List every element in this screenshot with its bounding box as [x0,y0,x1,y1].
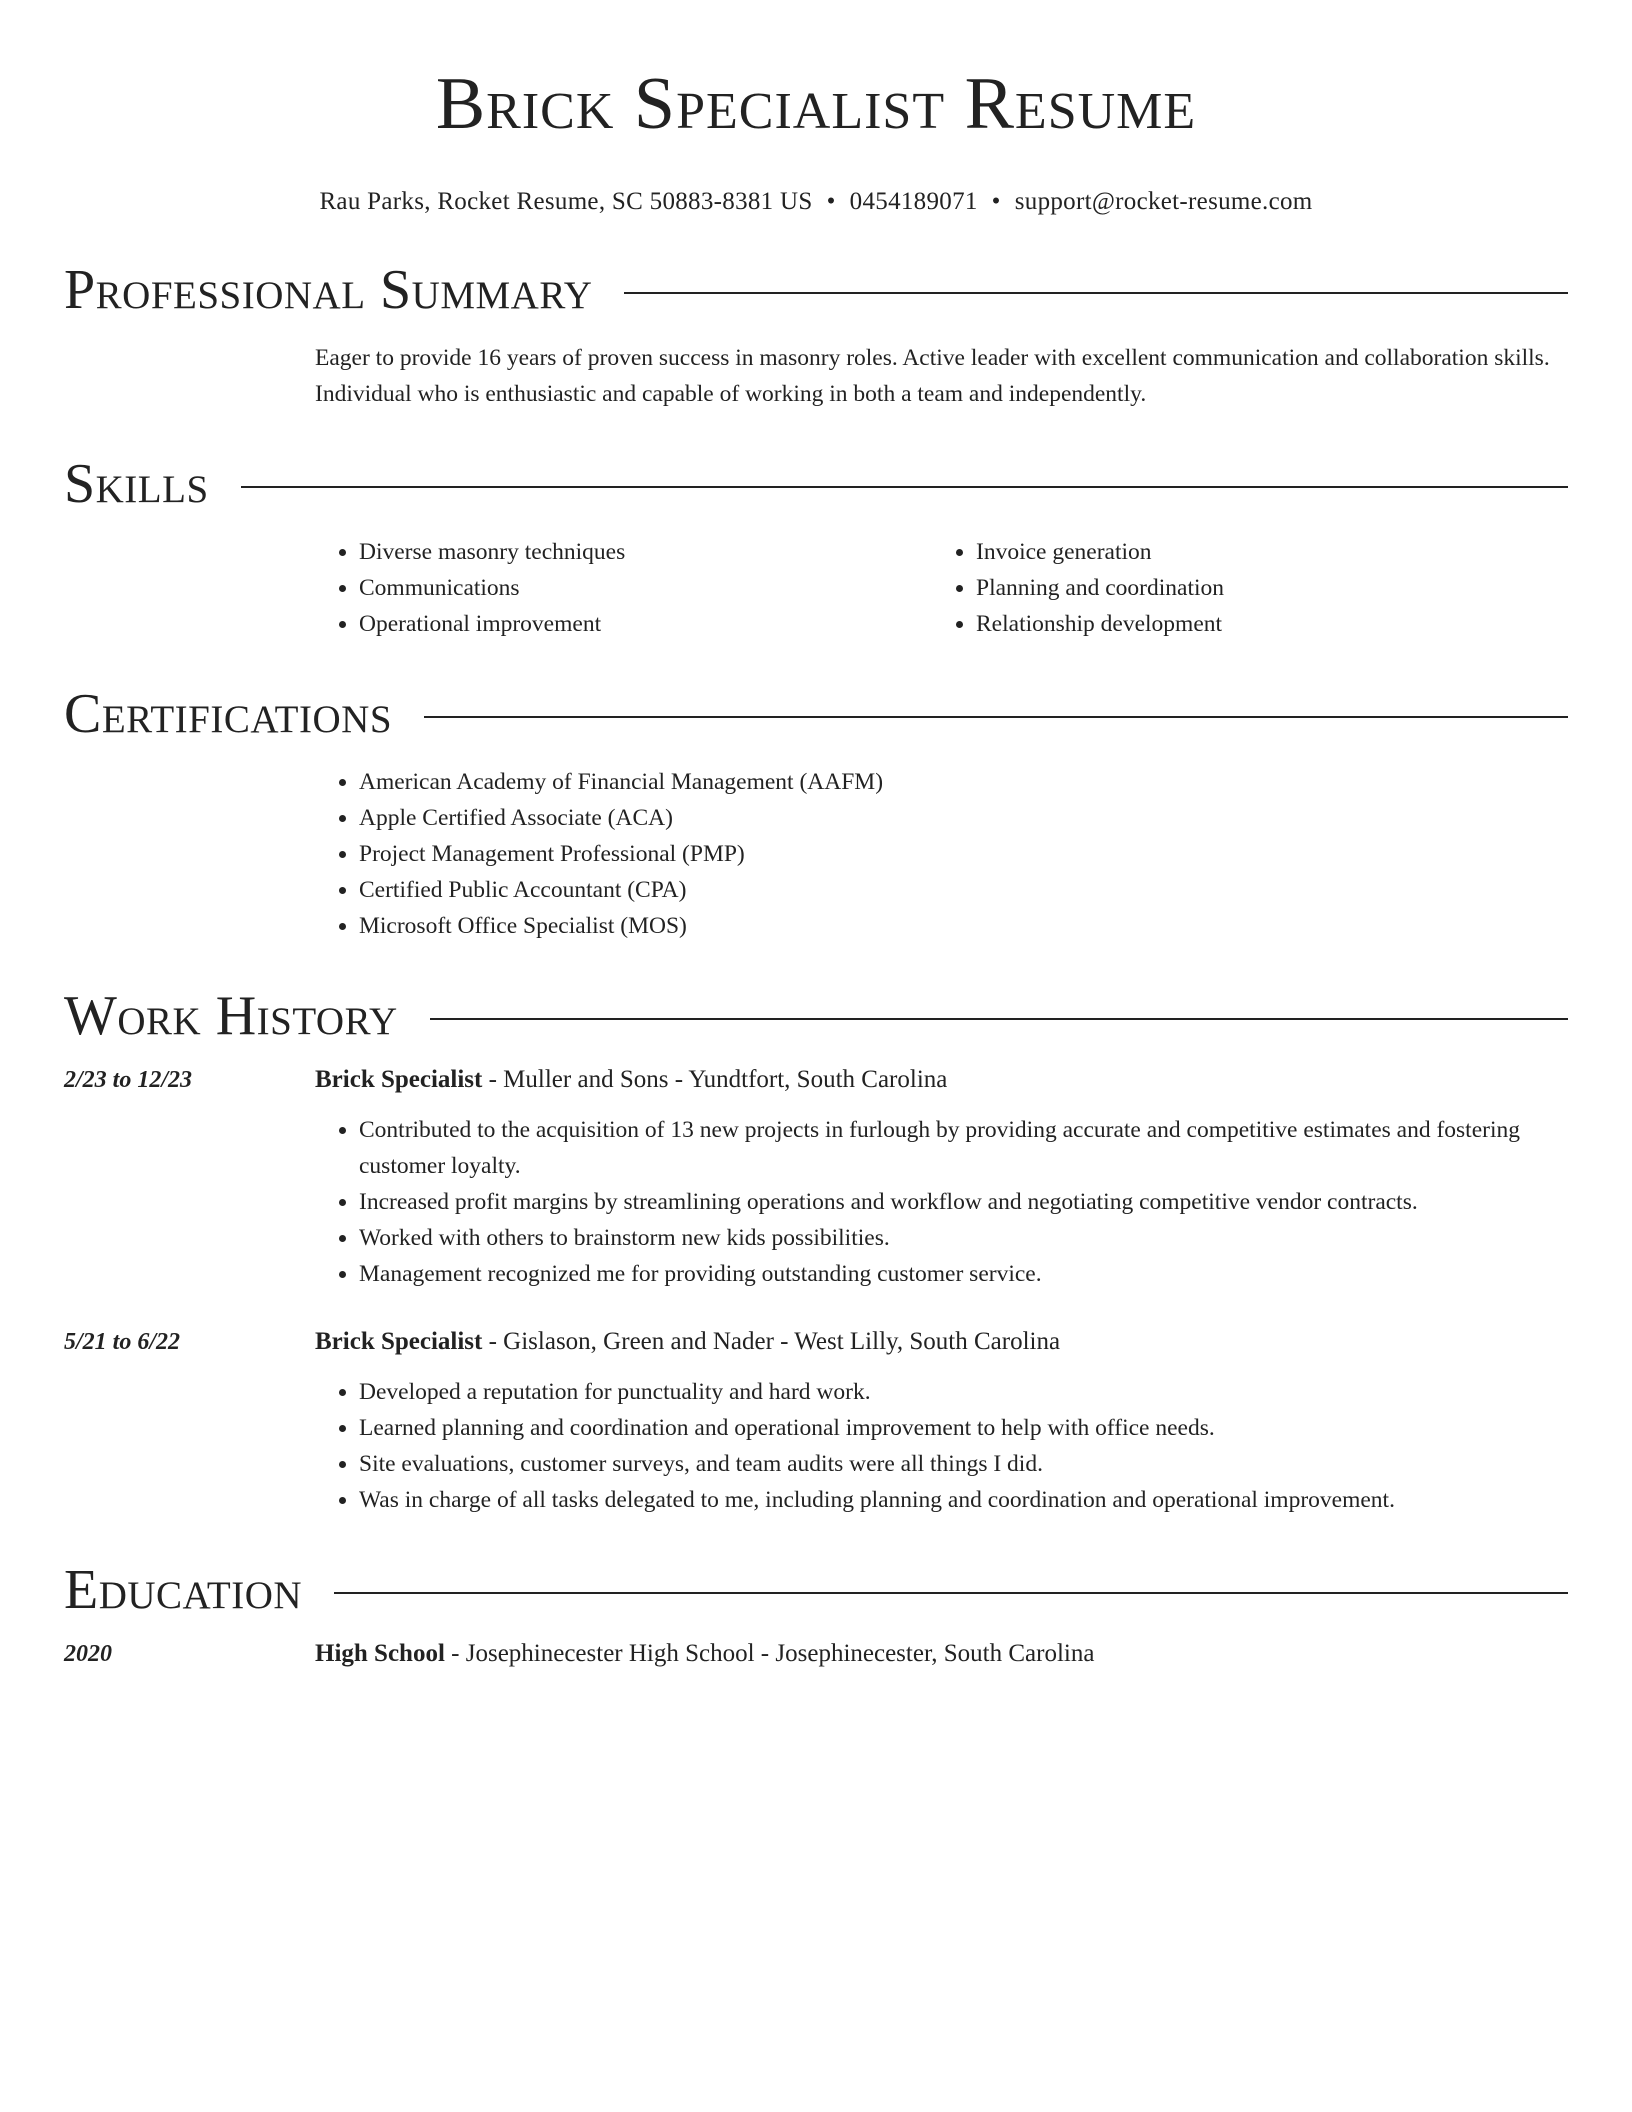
work-role: Brick Specialist [315,1066,483,1093]
contact-separator: • [826,188,836,215]
certification-item: • American Academy of Financial Management (AAFM) [359,764,1568,800]
work-dates: 5/21 to 6/22 [64,1329,181,1355]
certification-item: • Certified Public Accountant (CPA) [359,872,1568,908]
work-title [315,1062,947,1098]
section-title-skills: Skills [64,453,209,515]
summary-text: Eager to provide 16 years of proven success in masonry roles. Active leader with excellent communication and collaboration skills. Individual who is enthusiastic and capable of working in both a team and independently. [315,345,1550,407]
work-entry [64,1062,1568,1292]
contact-email: support@rocket-resume.com [1014,188,1313,215]
skills-column-right [932,534,1549,642]
skill-item: • Planning and coordination [976,570,1549,606]
work-bullet: • Site evaluations, customer surveys, and team audits were all things I did. [359,1446,1569,1482]
skill-item: • Communications [359,570,932,606]
section-title-education: Education [64,1559,303,1621]
resume-title: Brick Specialist Resume [435,63,1197,145]
section-header-certifications [64,682,1568,746]
work-bullet: • Worked with others to brainstorm new kids possibilities. [359,1220,1569,1256]
work-employer: - Muller and Sons - Yundtfort, South Carolina [482,1066,948,1093]
work-bullet: • Was in charge of all tasks delegated to me, including planning and coordination and operational improvement. [359,1482,1569,1518]
section-title-summary: Professional Summary [64,259,593,321]
section-header-summary [64,258,1568,322]
certifications-list [315,764,1568,944]
skill-item: • Operational improvement [359,606,932,642]
education-year: 2020 [64,1641,112,1667]
education-school: - Josephinecester High School - Josephinecester, South Carolina [444,1640,1095,1667]
work-title [315,1324,1060,1360]
work-bullet: • Contributed to the acquisition of 13 new projects in furlough by providing accurate and competitive estimates and fostering customer loyalty. [359,1112,1569,1184]
section-header-work-history [64,984,1568,1048]
certification-item: • Apple Certified Associate (ACA) [359,800,1568,836]
work-entry [64,1324,1568,1518]
certification-item: • Microsoft Office Specialist (MOS) [359,908,1568,944]
work-bullet: • Management recognized me for providing outstanding customer service. [359,1256,1569,1292]
contact-line [64,186,1568,218]
section-divider [334,1592,1568,1594]
contact-separator: • [991,188,1001,215]
section-divider [430,1018,1568,1020]
work-role: Brick Specialist [315,1328,483,1355]
skill-item: • Relationship development [976,606,1549,642]
section-header-skills [64,452,1568,516]
section-title-certifications: Certifications [64,683,393,745]
section-title-work-history: Work History [64,985,398,1047]
education-degree: High School [315,1640,445,1667]
contact-address: Rau Parks, Rocket Resume, SC 50883-8381 US [319,188,813,215]
section-divider [624,292,1568,294]
education-entry [64,1636,1568,1672]
summary-body [315,340,1568,412]
skills-grid [315,534,1568,642]
section-divider [424,716,1568,718]
section-header-education [64,1558,1568,1622]
education-title [315,1636,1094,1672]
work-dates: 2/23 to 12/23 [64,1067,193,1093]
work-bullet: • Increased profit margins by streamlining operations and workflow and negotiating competitive vendor contracts. [359,1184,1569,1220]
skills-column-left [315,534,932,642]
section-divider [241,486,1568,488]
skill-item: • Invoice generation [976,534,1549,570]
skill-item: • Diverse masonry techniques [359,534,932,570]
work-bullet: • Learned planning and coordination and operational improvement to help with office needs. [359,1410,1569,1446]
certification-item: • Project Management Professional (PMP) [359,836,1568,872]
contact-phone: 0454189071 [849,188,978,215]
work-employer: - Gislason, Green and Nader - West Lilly, South Carolina [482,1328,1061,1355]
work-bullet: • Developed a reputation for punctuality and hard work. [359,1374,1569,1410]
